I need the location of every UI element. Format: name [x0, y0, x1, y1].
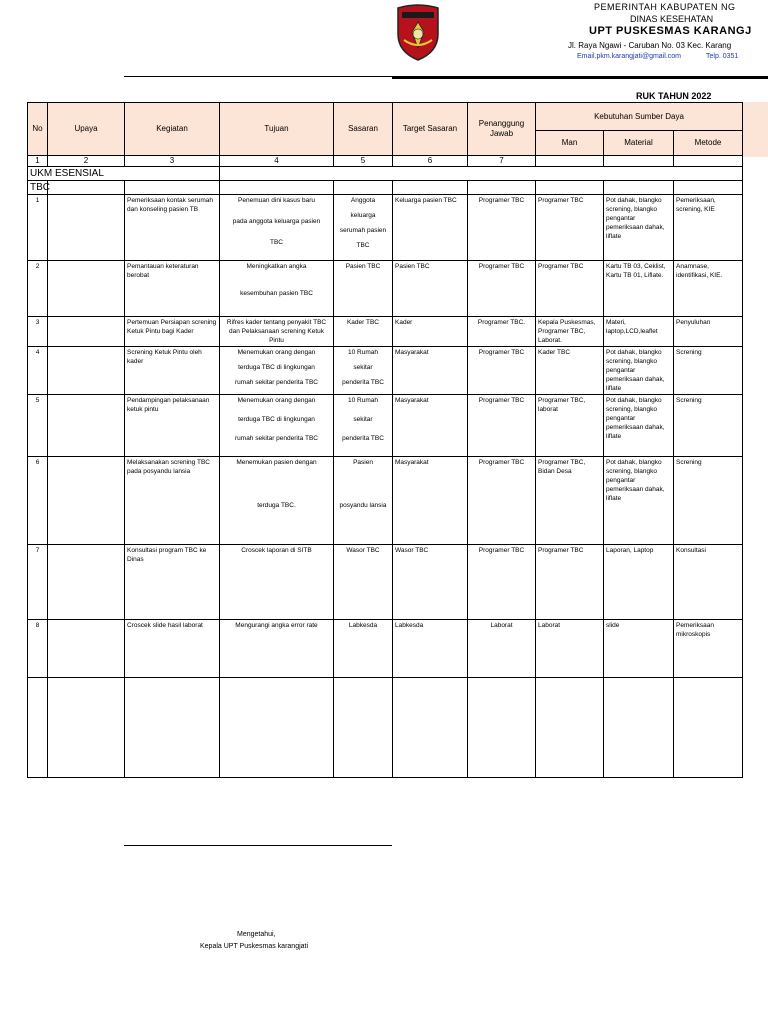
tujuan-line: terduga TBC di lingkungan	[238, 364, 315, 371]
row-sasaran	[334, 317, 393, 347]
tujuan-line: Mengurangi angka error rate	[235, 622, 318, 629]
row-kegiatan: Pertemuan Persiapan screning Ketuk Pintu bagi Kader	[125, 317, 220, 347]
row-no: 6	[28, 457, 48, 545]
tujuan-line: Croscek laporan di SITB	[241, 547, 312, 554]
row-man: Programer TBC, laborat	[536, 395, 604, 457]
header-email-link[interactable]: Email.pkm.karangjati@gmail.com	[577, 53, 681, 60]
header-address: Jl. Raya Ngawi - Caruban No. 03 Kec. Karang	[568, 41, 732, 50]
row-man: Programer TBC, Bidan Desa	[536, 457, 604, 545]
row-sasaran	[334, 395, 393, 457]
row-sasaran	[334, 545, 393, 620]
column-number-row	[28, 156, 743, 167]
row-kegiatan: Croscek slide hasil laborat	[125, 620, 220, 678]
tujuan-line: Menemukan pasien dengan	[236, 459, 317, 466]
sasaran-line: Wasor TBC	[346, 547, 380, 554]
sasaran-line: Labkesda	[348, 622, 378, 629]
row-metode: Anamnase, identifikasi, KIE.	[674, 261, 743, 317]
col-header-man: Man	[536, 131, 604, 156]
sasaran-line: sekitar	[353, 364, 373, 371]
col-number: 3	[125, 156, 220, 167]
row-tujuan	[220, 545, 334, 620]
row-tujuan	[220, 457, 334, 545]
puskesmas-emblem-logo	[394, 4, 442, 62]
col-number: 7	[468, 156, 536, 167]
row-no: 1	[28, 195, 48, 261]
row-sasaran	[334, 261, 393, 317]
row-target: Keluarga pasien TBC	[393, 195, 468, 261]
row-upaya	[48, 317, 125, 347]
row-kegiatan: Pendampingan pelaksanaan ketuk pintu	[125, 395, 220, 457]
tujuan-line: Meningkatkan angka	[246, 263, 307, 270]
header-phone: Telp. 0351	[706, 53, 739, 60]
row-no: 4	[28, 347, 48, 395]
row-sasaran	[334, 195, 393, 261]
row-material: Laporan, Laptop	[604, 545, 674, 620]
row-material: Pot dahak, blangko screning, blangko pengantar pemeriksaan dahak, liflate	[604, 347, 674, 395]
tujuan-line: Penemuan dini kasus baru	[238, 197, 315, 204]
tujuan-line: terduga TBC di lingkungan	[238, 416, 315, 423]
sasaran-line: 10 Rumah	[348, 397, 378, 404]
row-man: Kepala Puskesmas, Programer TBC, Laborat.	[536, 317, 604, 347]
row-penanggung-jawab: Programer TBC	[468, 457, 536, 545]
row-metode: Pemeriksaan, screning, KIE	[674, 195, 743, 261]
footer-acknowledged: Mengetahui,	[237, 931, 276, 938]
col-header-target: Target Sasaran	[393, 103, 468, 156]
tujuan-line: rumah sekitar penderita TBC	[235, 379, 318, 386]
col-header-penanggung-jawab: Penanggung Jawab	[468, 103, 536, 156]
tujuan-line: Menemukan orang dengan	[237, 397, 316, 404]
row-tujuan	[220, 195, 334, 261]
row-upaya	[48, 347, 125, 395]
row-man: Programer TBC	[536, 261, 604, 317]
col-header-no: No	[28, 103, 48, 156]
row-kegiatan: Pemantauan keteraturan berobat	[125, 261, 220, 317]
header-department: DINAS KESEHATAN	[630, 14, 714, 24]
col-header-upaya: Upaya	[48, 103, 125, 156]
document-title: RUK TAHUN 2022	[636, 91, 712, 101]
table-row	[28, 347, 743, 395]
col-header-metode: Metode	[674, 131, 743, 156]
row-target: Pasien TBC	[393, 261, 468, 317]
row-target: Kader	[393, 317, 468, 347]
row-target: Labkesda	[393, 620, 468, 678]
row-man: Programer TBC	[536, 195, 604, 261]
sasaran-line: serumah pasien	[339, 227, 387, 234]
row-penanggung-jawab: Programer TBC.	[468, 317, 536, 347]
row-upaya	[48, 395, 125, 457]
row-penanggung-jawab: Laborat	[468, 620, 536, 678]
ruk-table	[27, 102, 743, 778]
row-penanggung-jawab: Programer TBC	[468, 545, 536, 620]
tujuan-line: rumah sekitar penderita TBC	[235, 435, 318, 442]
row-metode: Screning	[674, 395, 743, 457]
col-header-material: Material	[604, 131, 674, 156]
row-upaya	[48, 457, 125, 545]
col-number: 5	[334, 156, 393, 167]
header-divider-thick	[392, 77, 768, 79]
header-shade-extension	[742, 102, 768, 157]
row-kegiatan: Screning Ketuk Pintu oleh kader	[125, 347, 220, 395]
col-header-kegiatan: Kegiatan	[125, 103, 220, 156]
row-man: Programer TBC	[536, 545, 604, 620]
row-target: Masyarakat	[393, 395, 468, 457]
table-row	[28, 261, 743, 317]
row-metode: Screning	[674, 347, 743, 395]
row-upaya	[48, 545, 125, 620]
row-tujuan	[220, 620, 334, 678]
col-header-tujuan: Tujuan	[220, 103, 334, 156]
row-tujuan	[220, 317, 334, 347]
table-header-row	[28, 103, 743, 131]
sasaran-line: keluarga	[350, 212, 376, 219]
sasaran-line: Anggota	[350, 197, 376, 204]
row-material: Pot dahak, blangko screning, blangko pengantar pemeriksaan dahak, liflate	[604, 395, 674, 457]
subsection-label: TBC	[28, 181, 48, 195]
row-metode: Screning	[674, 457, 743, 545]
col-number: 6	[393, 156, 468, 167]
header-government: PEMERINTAH KABUPATEN NG	[594, 2, 736, 12]
row-target: Masyarakat	[393, 457, 468, 545]
row-material: Kartu TB 03, Ceklist, Kartu TB 01, Liflate.	[604, 261, 674, 317]
sasaran-line: Kader TBC	[346, 319, 380, 326]
row-upaya	[48, 261, 125, 317]
sasaran-line: Pasien	[353, 459, 373, 466]
row-sasaran	[334, 620, 393, 678]
row-material: Materi, laptop,LCD,leaflet	[604, 317, 674, 347]
footer-head-title: Kepala UPT Puskesmas karangjati	[200, 943, 309, 950]
row-material: slide	[604, 620, 674, 678]
row-material: Pot dahak, blangko screning, blangko pengantar pemeriksaan dahak, liflate	[604, 457, 674, 545]
row-sasaran	[334, 457, 393, 545]
row-no: 8	[28, 620, 48, 678]
table-row	[28, 317, 743, 347]
tujuan-line: terduga TBC.	[257, 502, 296, 509]
row-material: Pot dahak, blangko screning, blangko pengantar pemeriksaan dahak, liflate	[604, 195, 674, 261]
table-row	[28, 620, 743, 678]
table-row	[28, 395, 743, 457]
row-penanggung-jawab: Programer TBC	[468, 261, 536, 317]
table-row	[28, 457, 743, 545]
table-row	[28, 545, 743, 620]
sasaran-line: penderita TBC	[342, 379, 384, 386]
row-kegiatan: Konsultasi program TBC ke Dinas	[125, 545, 220, 620]
row-kegiatan: Pemeriksaan kontak serumah dan konseling pasien TB	[125, 195, 220, 261]
section-label: UKM ESENSIAL	[28, 167, 220, 181]
row-kegiatan: Melaksanakan screning TBC pada posyandu lansia	[125, 457, 220, 545]
col-number: 2	[48, 156, 125, 167]
tujuan-line: TBC	[270, 239, 283, 246]
row-no: 2	[28, 261, 48, 317]
signature-line	[124, 845, 392, 846]
tujuan-line: pada anggota keluarga pasien	[232, 218, 321, 225]
row-penanggung-jawab: Programer TBC	[468, 195, 536, 261]
row-no: 7	[28, 545, 48, 620]
sasaran-line: 10 Rumah	[348, 349, 378, 356]
row-penanggung-jawab: Programer TBC	[468, 347, 536, 395]
empty-row	[28, 678, 743, 778]
sasaran-line: Pasien TBC	[345, 263, 381, 270]
row-target: Wasor TBC	[393, 545, 468, 620]
row-metode: Konsultasi	[674, 545, 743, 620]
col-number: 1	[28, 156, 48, 167]
row-no: 3	[28, 317, 48, 347]
sasaran-line: penderita TBC	[342, 435, 384, 442]
row-metode: Pemeriksaan mikroskopis	[674, 620, 743, 678]
row-penanggung-jawab: Programer TBC	[468, 395, 536, 457]
col-number: 4	[220, 156, 334, 167]
tujuan-line: Rifres kader tentang penyakit TBC dan Pelaksanaan screning Ketuk Pintu	[226, 319, 327, 344]
row-tujuan	[220, 395, 334, 457]
sasaran-line: posyandu lansia	[339, 502, 387, 509]
row-sasaran	[334, 347, 393, 395]
tujuan-line: kesembuhan pasien TBC	[240, 290, 313, 297]
header-institution: UPT PUSKESMAS KARANGJ	[589, 25, 752, 37]
row-target: Masyarakat	[393, 347, 468, 395]
row-no: 5	[28, 395, 48, 457]
row-upaya	[48, 620, 125, 678]
sasaran-line: sekitar	[353, 416, 373, 423]
row-tujuan	[220, 347, 334, 395]
row-metode: Penyuluhan	[674, 317, 743, 347]
row-upaya	[48, 195, 125, 261]
row-man: Laborat	[536, 620, 604, 678]
row-man: Kader TBC	[536, 347, 604, 395]
tujuan-line: Menemukan orang dengan	[237, 349, 316, 356]
row-tujuan	[220, 261, 334, 317]
sasaran-line: TBC	[356, 242, 370, 249]
col-header-sasaran: Sasaran	[334, 103, 393, 156]
table-row	[28, 195, 743, 261]
col-header-kebutuhan: Kebutuhan Sumber Daya	[536, 103, 743, 131]
